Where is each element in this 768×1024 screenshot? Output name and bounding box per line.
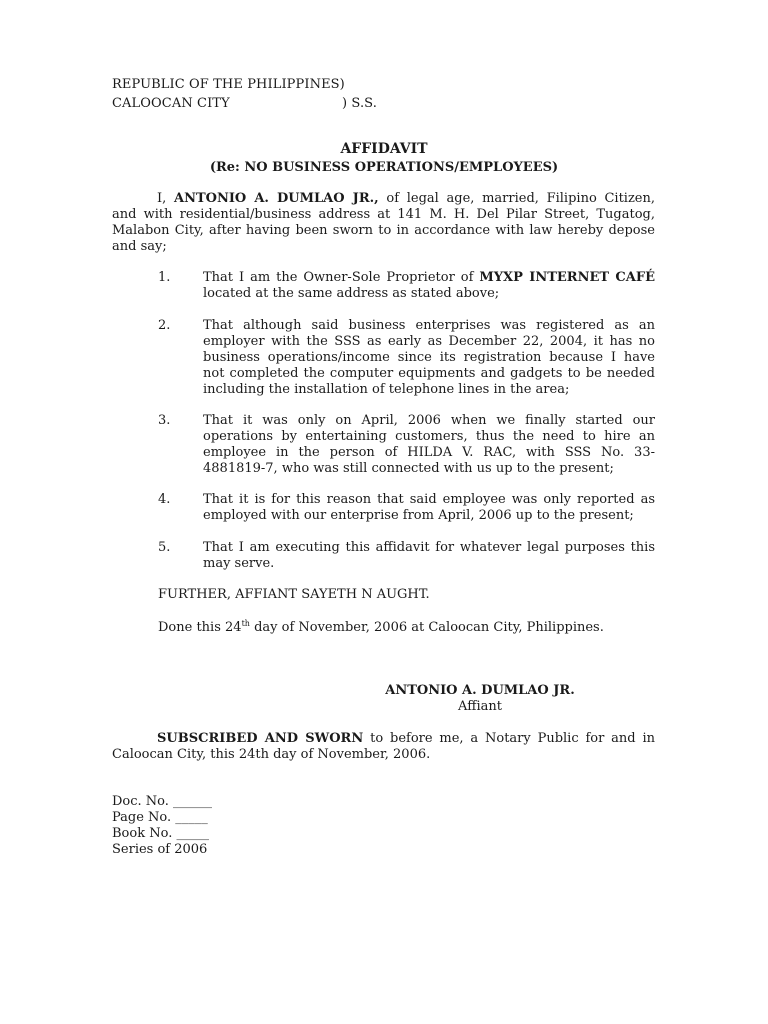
item-1-line-2: located at the same address as stated above; (203, 286, 500, 301)
document-title: AFFIDAVIT (340, 141, 428, 157)
intro-line-1 (112, 191, 655, 206)
page-no: Page No. _____ (112, 810, 208, 825)
item-number: 5. (158, 540, 171, 555)
item-1-line-1 (203, 270, 655, 285)
item-2-line-4: not completed the computer equipments and gadgets to be needed (203, 366, 655, 381)
item-number: 2. (158, 318, 171, 333)
item-3-line-2: operations by entertaining customers, thus the need to hire an (203, 429, 655, 444)
header-republic: REPUBLIC OF THE PHILIPPINES) (112, 77, 345, 92)
item-3-line-3: employee in the person of HILDA V. RAC, with SSS No. 33- (203, 445, 655, 460)
affiant-name-inline: ANTONIO A. DUMLAO JR., (173, 191, 379, 206)
done-ordinal: th (241, 619, 250, 628)
doc-no: Doc. No. ______ (112, 794, 213, 809)
intro-prefix: I, (157, 191, 167, 206)
item-number: 3. (158, 413, 171, 428)
item-2-line-5: including the installation of telephone lines in the area; (203, 382, 570, 397)
intro-rest: of legal age, married, Filipino Citizen, (386, 191, 655, 206)
done-rest: day of November, 2006 at Caloocan City, Philippines. (249, 620, 604, 635)
item-2-line-3: business operations/income since its registration because I have (203, 350, 655, 365)
item-4-line-2: employed with our enterprise from April, 2006 up to the present; (203, 508, 634, 523)
header-ss: ) S.S. (342, 96, 377, 111)
item-2-line-1: That although said business enterprises was registered as an (203, 318, 655, 333)
subscribed-rest: to before me, a Notary Public for and in (370, 731, 655, 746)
done-statement (158, 620, 604, 635)
item-5-line-2: may serve. (203, 556, 275, 571)
done-prefix: Done this 24 (158, 620, 242, 635)
item-3-line-4: 4881819-7, who was still connected with us up to the present; (203, 461, 614, 476)
book-no: Book No. _____ (112, 826, 209, 841)
item-3-line-1: That it was only on April, 2006 when we finally started our (203, 413, 655, 428)
further-statement: FURTHER, AFFIANT SAYETH N AUGHT. (158, 587, 430, 602)
header-city: CALOOCAN CITY (112, 96, 230, 111)
item-4-line-1: That it is for this reason that said employee was only reported as (203, 492, 655, 507)
series: Series of 2006 (112, 842, 208, 857)
subscribed-line-1 (112, 731, 655, 746)
intro-line-2: and with residential/business address at 141 M. H. Del Pilar Street, Tugatog, (112, 207, 655, 222)
document-subtitle: (Re: NO BUSINESS OPERATIONS/EMPLOYEES) (209, 160, 559, 175)
signature-role: Affiant (458, 699, 502, 714)
business-name: MYXP INTERNET CAFÉ (479, 270, 655, 285)
item-number: 1. (158, 270, 171, 285)
item-number: 4. (158, 492, 171, 507)
item-1-text: That I am the Owner-Sole Proprietor of (203, 270, 474, 285)
subscribed-line-2: Caloocan City, this 24th day of November, 2006. (112, 747, 431, 762)
intro-line-4: and say; (112, 239, 167, 254)
item-5-line-1: That I am executing this affidavit for whatever legal purposes this (203, 540, 655, 555)
subscribed-bold: SUBSCRIBED AND SWORN (157, 731, 364, 746)
intro-line-3: Malabon City, after having been sworn to in accordance with law hereby depose (112, 223, 655, 238)
item-2-line-2: employer with the SSS as early as December 22, 2004, it has no (203, 334, 655, 349)
signature-name: ANTONIO A. DUMLAO JR. (385, 683, 575, 698)
